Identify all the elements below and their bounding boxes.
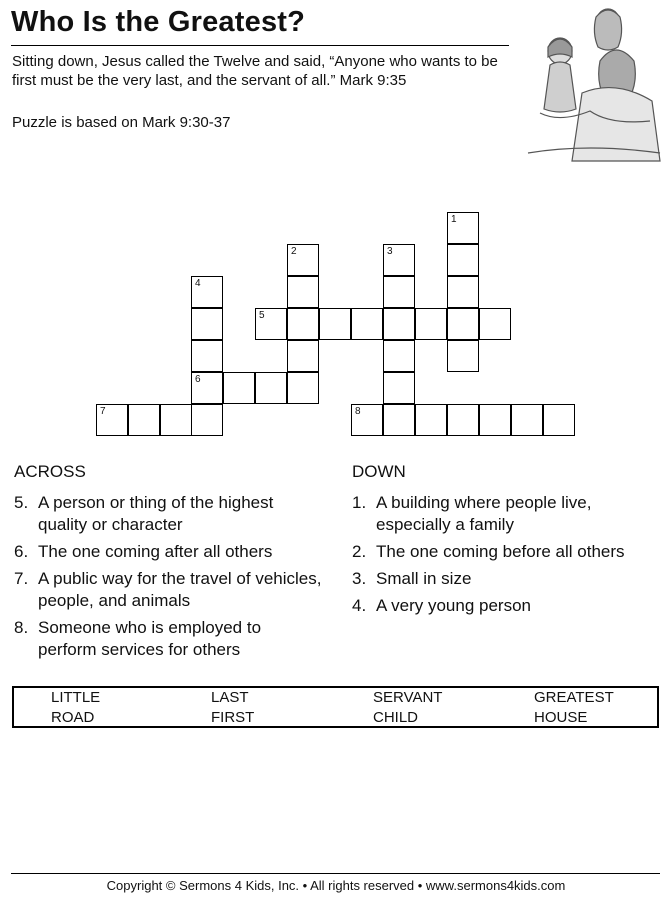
crossword-cell[interactable] [191, 276, 223, 308]
footer-divider [11, 873, 660, 874]
across-heading: ACROSS [14, 462, 86, 481]
clue-item: 3. Small in size [352, 569, 472, 588]
puzzle-basis: Puzzle is based on Mark 9:30-37 [12, 114, 231, 131]
clue-item: 2. The one coming before all others [352, 542, 625, 561]
crossword-cell[interactable] [383, 404, 415, 436]
crossword-cell[interactable] [223, 372, 255, 404]
crossword-cell[interactable] [255, 372, 287, 404]
word-bank-item: ROAD [51, 709, 95, 726]
clue-item: 4. A very young person [352, 596, 531, 615]
crossword-cell[interactable] [128, 404, 160, 436]
clue-number: 5 [259, 310, 265, 321]
crossword-cell[interactable] [351, 308, 383, 340]
clue-number: 6 [195, 374, 201, 385]
copyright-footer: Copyright © Sermons 4 Kids, Inc. • All rights reserved • www.sermons4kids.com [106, 878, 566, 893]
clue-item: 6. The one coming after all others [14, 542, 273, 561]
crossword-cell[interactable] [447, 212, 479, 244]
clue-item: 5. A person or thing of the highest quality or character [14, 493, 274, 534]
crossword-cell[interactable] [287, 244, 319, 276]
word-bank-item: LAST [211, 689, 249, 706]
clue-number: 4 [195, 278, 201, 289]
crossword-cell[interactable] [383, 276, 415, 308]
crossword-cell[interactable] [383, 244, 415, 276]
word-bank-item: LITTLE [51, 689, 101, 706]
crossword-cell[interactable] [511, 404, 543, 436]
crossword-cell[interactable] [287, 372, 319, 404]
crossword-cell[interactable] [447, 404, 479, 436]
crossword-cell[interactable] [191, 404, 223, 436]
jesus-with-children-illustration [520, 3, 668, 165]
down-heading: DOWN [352, 462, 406, 481]
crossword-cell[interactable] [447, 308, 479, 340]
page-title: Who Is the Greatest? [11, 6, 306, 38]
crossword-cell[interactable] [543, 404, 575, 436]
crossword-cell[interactable] [351, 404, 383, 436]
crossword-cell[interactable] [255, 308, 287, 340]
clue-item: 8. Someone who is employed to perform services for others [14, 618, 262, 659]
word-bank-item: SERVANT [373, 689, 443, 706]
crossword-cell[interactable] [287, 308, 319, 340]
across-clues [14, 462, 324, 666]
title-divider [11, 45, 509, 46]
crossword-cell[interactable] [96, 404, 128, 436]
crossword-cell[interactable] [447, 340, 479, 372]
crossword-cell[interactable] [191, 340, 223, 372]
crossword-cell[interactable] [415, 308, 447, 340]
word-bank-item: GREATEST [534, 689, 614, 706]
crossword-cell[interactable] [160, 404, 192, 436]
clue-number: 2 [291, 246, 297, 257]
clue-number: 8 [355, 406, 361, 417]
crossword-cell[interactable] [479, 308, 511, 340]
crossword-cell[interactable] [191, 308, 223, 340]
crossword-cell[interactable] [383, 340, 415, 372]
clue-number: 1 [451, 214, 457, 225]
crossword-cell[interactable] [191, 372, 223, 404]
crossword-cell[interactable] [319, 308, 351, 340]
clue-number: 7 [100, 406, 106, 417]
clue-item: 7. A public way for the travel of vehicles, people, and animals [14, 569, 322, 610]
down-clues [352, 462, 652, 622]
crossword-cell[interactable] [287, 276, 319, 308]
word-bank-item: FIRST [211, 709, 255, 726]
crossword-cell[interactable] [447, 276, 479, 308]
word-bank [12, 686, 659, 728]
crossword-cell[interactable] [447, 244, 479, 276]
crossword-cell[interactable] [479, 404, 511, 436]
crossword-cell[interactable] [383, 372, 415, 404]
clue-number: 3 [387, 246, 393, 257]
crossword-cell[interactable] [287, 340, 319, 372]
crossword-cell[interactable] [415, 404, 447, 436]
verse-text: Sitting down, Jesus called the Twelve and said, “Anyone who wants to be first must be the very last, and the servant of all.” Mark 9:35 [12, 53, 498, 89]
clue-item: 1. A building where people live, especially a family [352, 493, 592, 534]
word-bank-item: HOUSE [534, 709, 588, 726]
word-bank-item: CHILD [373, 709, 419, 726]
crossword-cell[interactable] [383, 308, 415, 340]
